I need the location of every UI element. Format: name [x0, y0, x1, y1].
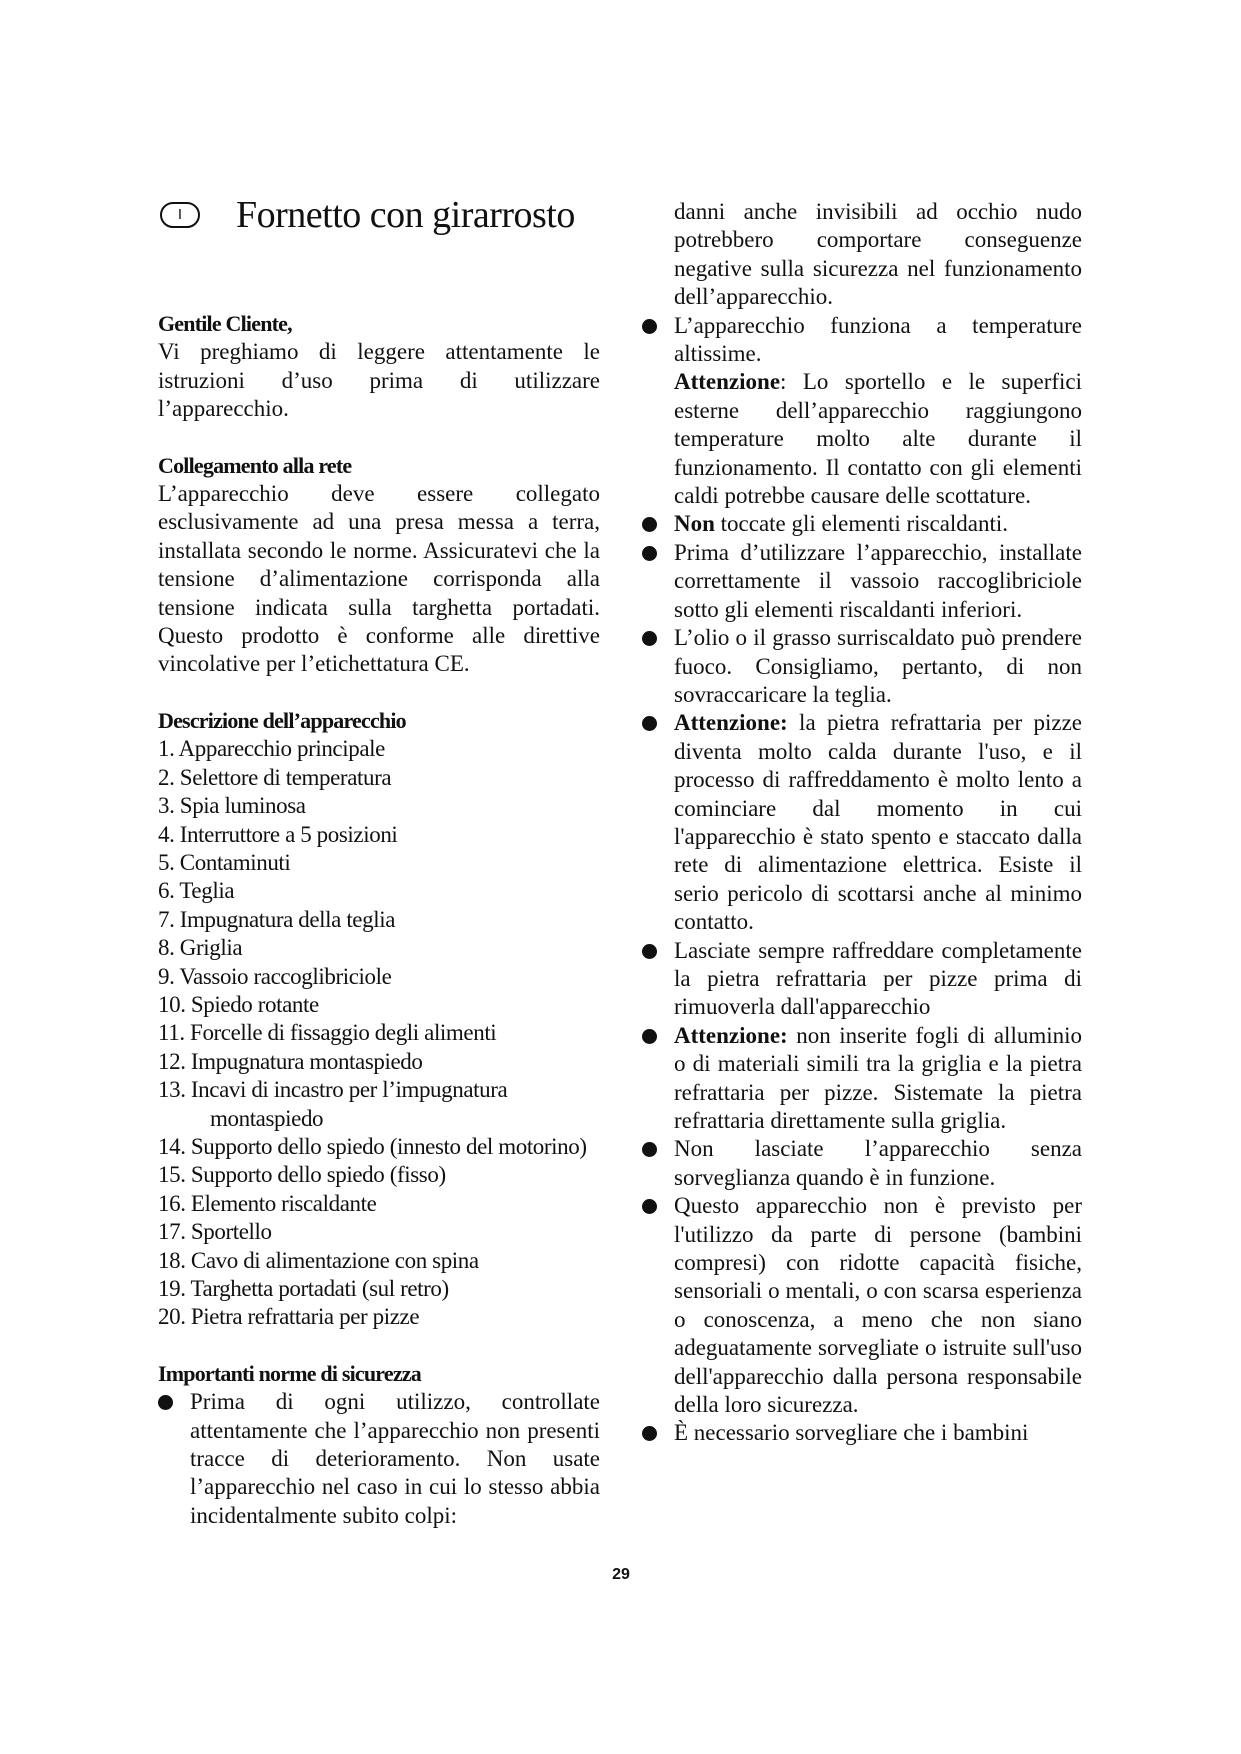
list-item: 11. Forcelle di fissaggio degli alimenti	[158, 1020, 497, 1046]
safety-item-text: Non lasciate l’apparecchio senza sorveglianza quando è in funzione.	[674, 1136, 1082, 1190]
list-item: 20. Pietra refrattaria per pizze	[158, 1304, 420, 1330]
list-item: 13. Incavi di incastro per l’impugnatura montaspiedo	[158, 1077, 508, 1131]
connection-heading: Collegamento alla rete	[158, 452, 352, 478]
safety-heading: Importanti norme di sicurezza	[158, 1360, 421, 1386]
bullet-icon	[642, 546, 657, 561]
safety-item-text: Prima di ogni utilizzo, controllate attentamente che l’apparecchio non presenti tracce di deterioramento. Non usate l’apparecchio nel caso in cui lo stesso abbia incidentalmente subito colpi:	[190, 1389, 600, 1528]
bullet-icon	[642, 716, 657, 731]
safety-item-text: Lasciate sempre raffreddare completamente la pietra refrattaria per pizze prima di rimuoverla dall'apparecchio	[674, 937, 1082, 1020]
list-item: 16. Elemento riscaldante	[158, 1190, 377, 1216]
warning-text: : Lo sportello e le superfici esterne dell’apparecchio raggiungono temperature molto alte durante il funzionamento. Il contatto con gli elementi caldi potrebbe causare delle scottature.	[674, 369, 1082, 509]
list-item: 12. Impugnatura montaspiedo	[158, 1048, 423, 1074]
safety-item	[642, 1135, 1082, 1192]
page-number: 29	[612, 1566, 630, 1583]
bullet-icon	[642, 1142, 657, 1157]
safety-item-text: Questo apparecchio non è previsto per l'utilizzo da parte di persone (bambini compresi) con ridotte capacità fisiche, sensoriali o mentali, o con scarsa esperienza o conoscenza, a meno che non siano adeguatamente sorvegliate o istruite sull'uso dell'apparecchio dalla persona responsabile della loro sicurezza.	[674, 1193, 1082, 1418]
safety-item-text: non inserite fogli di alluminio o di materiali simili tra la griglia e la pietra refrattaria per pizze. Sistemate la pietra refrattaria direttamente sulla griglia.	[674, 1022, 1082, 1133]
safety-item	[642, 539, 1082, 624]
greeting-heading: Gentile Cliente,	[158, 311, 292, 336]
safety-item	[642, 709, 1082, 936]
list-item: 10. Spiedo rotante	[158, 991, 319, 1017]
safety-item	[642, 624, 1082, 709]
bullet-icon	[158, 1395, 173, 1410]
list-item: 5. Contaminuti	[158, 849, 291, 875]
safety-list-right	[642, 312, 1082, 1448]
page-title: Fornetto con girarrosto	[236, 194, 575, 236]
greeting-text: Vi preghiamo di leggere attentamente le istruzioni d’uso prima di utilizzare l’apparecchio.	[158, 339, 600, 422]
safety-list-left	[158, 1388, 600, 1530]
bullet-icon	[642, 319, 657, 334]
connection-text: L’apparecchio deve essere collegato esclusivamente ad una presa messa a terra, installata secondo le norme. Assicuratevi che la tensione d’alimentazione corrisponda alla tensione indicata sulla targhetta portadati. Questo prodotto è conforme alle direttive vincolative per l’etichettatura CE.	[158, 481, 600, 677]
list-item: 1. Apparecchio principale	[158, 736, 385, 762]
safety-item	[158, 1388, 600, 1530]
parts-list	[158, 735, 600, 1332]
description-heading: Descrizione dell’apparecchio	[158, 707, 406, 733]
list-item: 8. Griglia	[158, 935, 243, 961]
safety-item-continuation: danni anche invisibili ad occhio nudo potrebbero comportare conseguenze negative sulla sicurezza nel funzionamento dell’apparecchio.	[674, 199, 1082, 310]
safety-item	[642, 937, 1082, 1022]
list-item: 9. Vassoio raccoglibriciole	[158, 963, 392, 989]
bullet-icon	[642, 944, 657, 959]
warning-label: Attenzione:	[674, 1022, 788, 1048]
list-item: 7. Impugnatura della teglia	[158, 906, 396, 932]
bullet-icon	[642, 1029, 657, 1044]
language-badge: I	[160, 202, 200, 228]
safety-item	[642, 510, 1082, 538]
safety-item	[642, 1192, 1082, 1419]
bullet-icon	[642, 1199, 657, 1214]
bullet-icon	[642, 517, 657, 532]
list-item: 4. Interruttore a 5 posizioni	[158, 821, 398, 847]
list-item: 15. Supporto dello spiedo (fisso)	[158, 1162, 446, 1188]
list-item: 17. Sportello	[158, 1219, 272, 1245]
list-item: 14. Supporto dello spiedo (innesto del motorino)	[158, 1133, 587, 1159]
safety-item-text: la pietra refrattaria per pizze diventa molto calda durante l'uso, e il processo di raffreddamento è molto lento a cominciare dal momento in cui l'apparecchio è stato spento e staccato dalla rete di alimentazione elettrica. Esiste il serio pericolo di scottarsi anche al minimo contatto.	[674, 710, 1082, 935]
warning-label: Non	[674, 511, 715, 537]
left-column	[158, 194, 600, 1530]
right-column	[642, 198, 1082, 1448]
safety-item	[642, 1419, 1082, 1447]
bullet-icon	[642, 1426, 657, 1441]
safety-item-text: Prima d’utilizzare l’apparecchio, installate correttamente il vassoio raccoglibriciole sotto gli elementi riscaldanti inferiori.	[674, 539, 1082, 622]
warning-label: Attenzione:	[674, 710, 788, 736]
list-item: 3. Spia luminosa	[158, 793, 306, 819]
title-row	[158, 194, 600, 244]
safety-item-text: È necessario sorvegliare che i bambini	[674, 1420, 1029, 1446]
list-item: 6. Teglia	[158, 878, 235, 904]
bullet-icon	[642, 631, 657, 646]
warning-label: Attenzione	[674, 369, 781, 395]
safety-item-text: L’olio o il grasso surriscaldato può prendere fuoco. Consigliamo, pertanto, di non sovraccaricare la teglia.	[674, 625, 1082, 707]
safety-item	[642, 312, 1082, 511]
list-item: 19. Targhetta portadati (sul retro)	[158, 1276, 449, 1301]
list-item: 2. Selettore di temperatura	[158, 764, 392, 790]
safety-item	[642, 1022, 1082, 1136]
safety-item-text: toccate gli elementi riscaldanti.	[714, 511, 1009, 537]
list-item: 18. Cavo di alimentazione con spina	[158, 1247, 479, 1273]
safety-item-text: L’apparecchio funziona a temperature altissime.	[674, 312, 1082, 367]
